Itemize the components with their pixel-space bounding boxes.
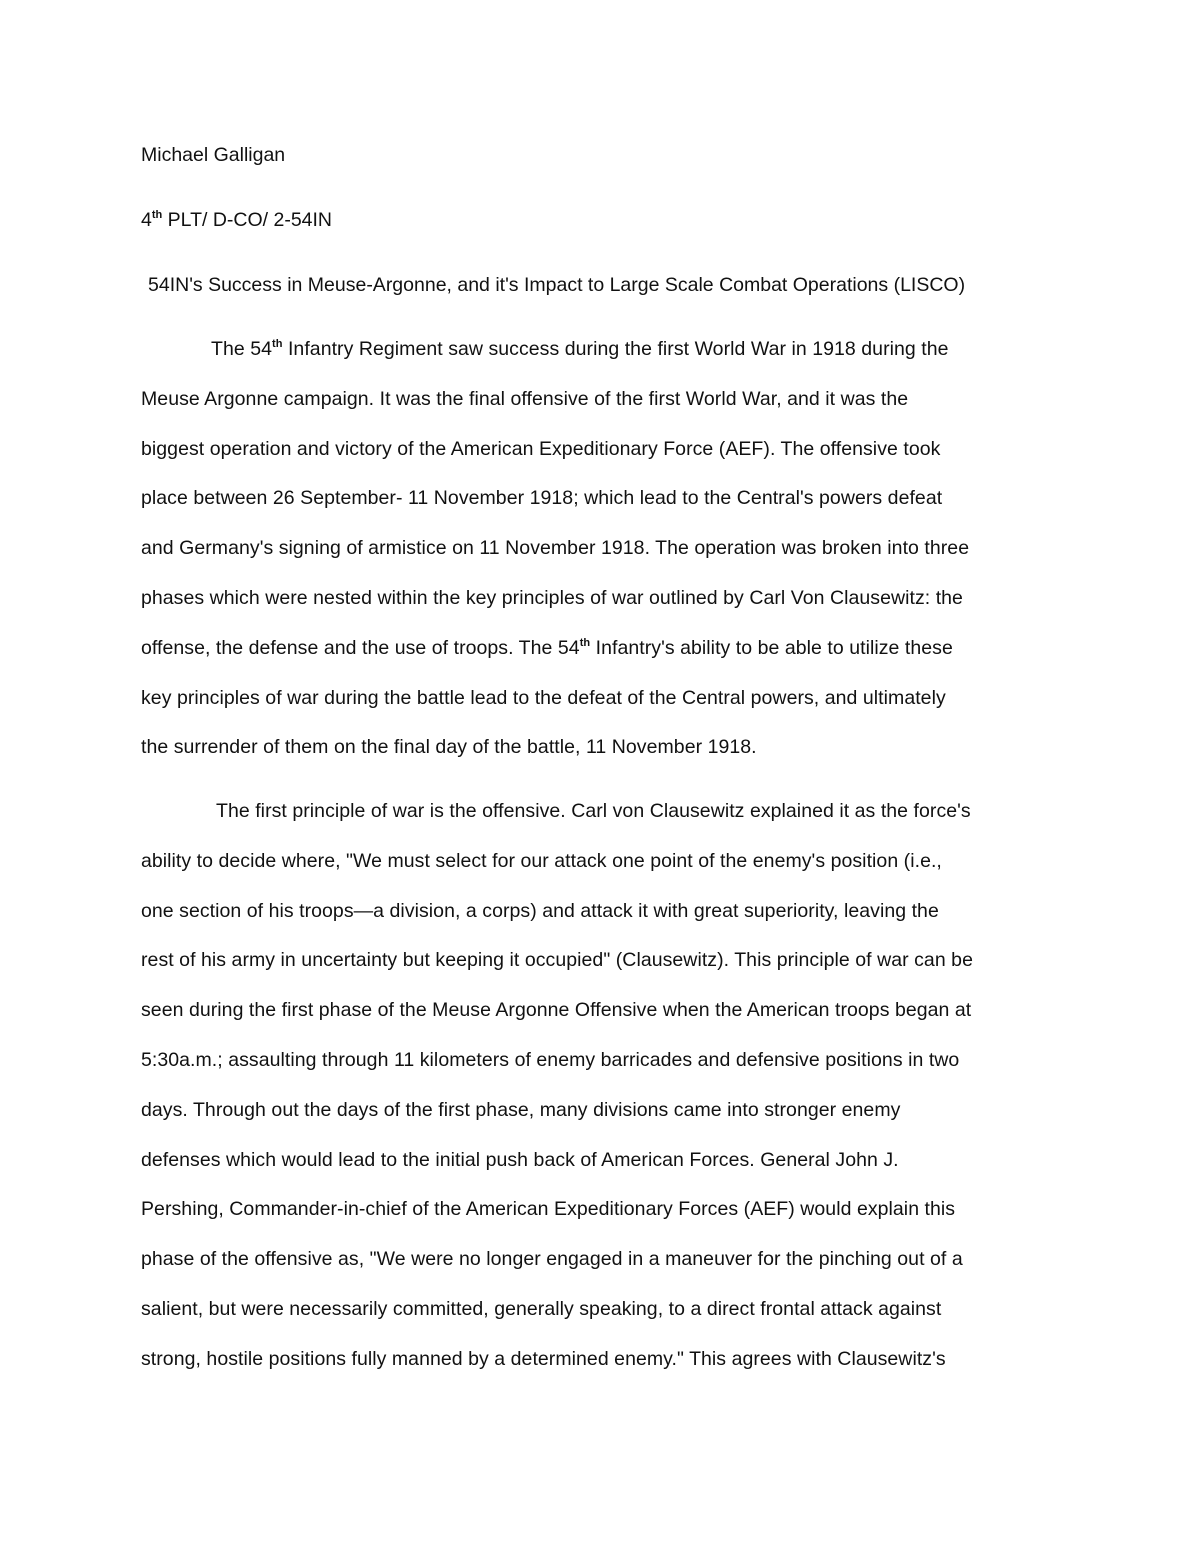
paragraph-line: the surrender of them on the final day of the battle, 11 November 1918. (141, 736, 757, 759)
paragraph-line: 5:30a.m.; assaulting through 11 kilometers of enemy barricades and defensive positions in two (141, 1048, 960, 1071)
paragraph-2 (141, 787, 1061, 1385)
superscript: th (272, 338, 283, 350)
paragraph-line: key principles of war during the battle lead to the defeat of the Central powers, and ultimately (141, 686, 946, 709)
text-run: Infantry Regiment saw success during the first World War in 1918 during the (282, 338, 949, 360)
paragraph-line: phase of the offensive as, "We were no longer engaged in a maneuver for the pinching out of a (141, 1248, 963, 1271)
paragraph-line (141, 624, 1061, 674)
text-run: Infantry's ability to be able to utilize these (590, 636, 953, 659)
paragraph-line: The first principle of war is the offensive. Carl von Clausewitz explained it as the force's (216, 800, 971, 822)
author-name: Michael Galligan (141, 144, 286, 166)
paragraph-line: Meuse Argonne campaign. It was the final offensive of the first World War, and it was the (141, 387, 909, 410)
paragraph-line: seen during the first phase of the Meuse Argonne Offensive when the American troops began at (141, 999, 972, 1022)
paragraph-line: strong, hostile positions fully manned by a determined enemy." This agrees with Clausewitz's (141, 1347, 946, 1370)
paragraph-line: phases which were nested within the key principles of war outlined by Carl Von Clausewitz: the (141, 586, 963, 609)
essay-title: 54IN's Success in Meuse-Argonne, and it's Impact to Large Scale Combat Operations (LISCO) (148, 274, 966, 296)
paragraph-line: Pershing, Commander-in-chief of the American Expeditionary Forces (AEF) would explain this (141, 1198, 956, 1221)
paragraph-line: biggest operation and victory of the American Expeditionary Force (AEF). The offensive took (141, 437, 941, 460)
paragraph-line: one section of his troops—a division, a corps) and attack it with great superiority, leaving the (141, 899, 939, 922)
unit-line (141, 208, 332, 232)
paragraph-line: ability to decide where, "We must select for our attack one point of the enemy's position (i.e., (141, 849, 942, 872)
superscript: th (579, 636, 591, 649)
unit-superscript: th (151, 209, 163, 221)
paragraph-line: days. Through out the days of the first phase, many divisions came into stronger enemy (141, 1098, 901, 1121)
paragraph-line: rest of his army in uncertainty but keeping it occupied" (Clausewitz). This principle of war can be (141, 949, 973, 972)
paragraph-line: salient, but were necessarily committed, generally speaking, to a direct frontal attack against (141, 1297, 942, 1320)
paragraph-line: defenses which would lead to the initial push back of American Forces. General John J. (141, 1148, 899, 1171)
unit-suffix: PLT/ D-CO/ 2-54IN (162, 209, 333, 231)
paragraph-1 (141, 325, 1061, 773)
paragraph-line: place between 26 September- 11 November 1918; which lead to the Central's powers defeat (141, 487, 943, 510)
text-run: offense, the defense and the use of troops. The 54 (141, 636, 580, 659)
paragraph-line: and Germany's signing of armistice on 11 November 1918. The operation was broken into three (141, 537, 970, 560)
text-run: The 54 (211, 338, 273, 360)
paragraph-line (141, 325, 1061, 375)
unit-prefix: 4 (141, 209, 152, 231)
